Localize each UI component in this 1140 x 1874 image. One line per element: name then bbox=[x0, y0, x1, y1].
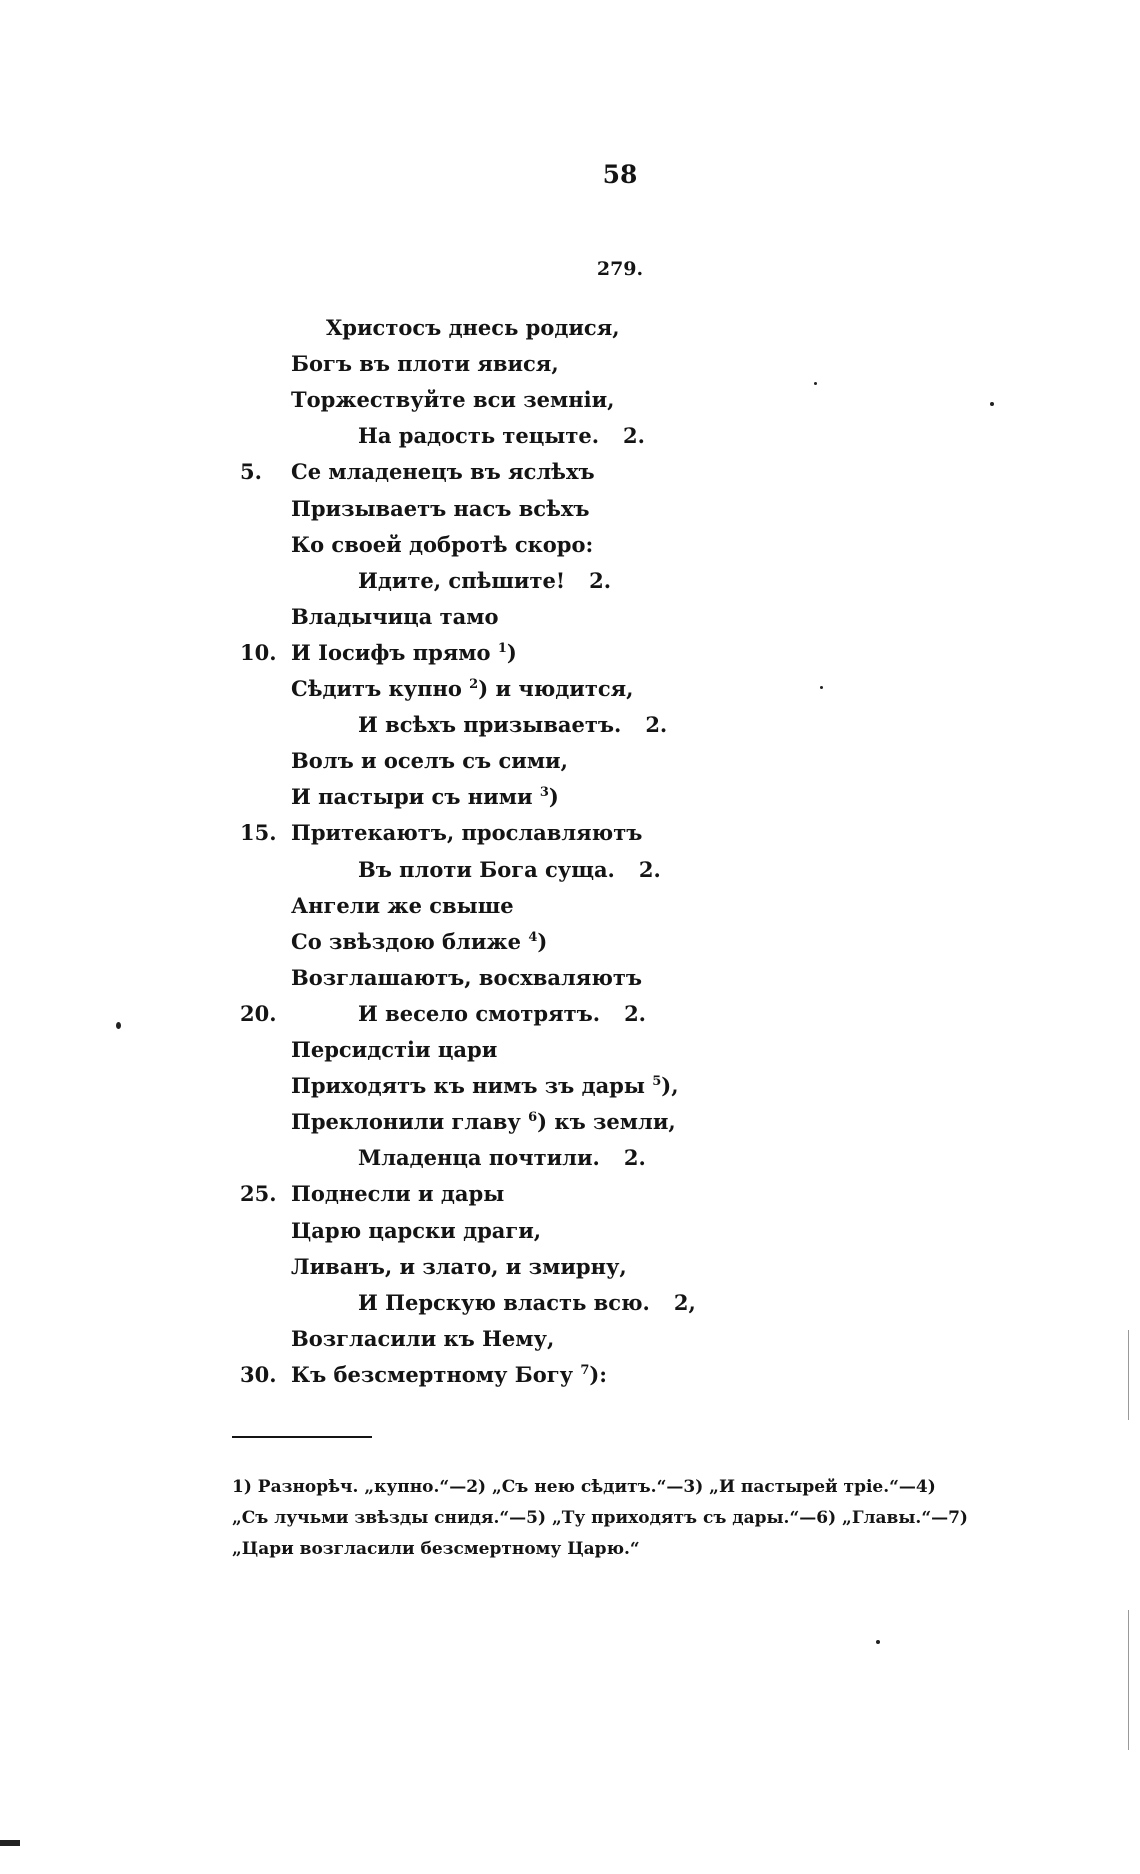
refrain-mark: 2. bbox=[638, 856, 661, 882]
line-text bbox=[291, 888, 514, 924]
line-words: Возгласили къ Нему, bbox=[291, 1325, 555, 1351]
scan-edge-mark bbox=[0, 1840, 20, 1846]
line-text bbox=[291, 1032, 497, 1068]
refrain-mark: 2. bbox=[623, 423, 645, 449]
verse-line bbox=[0, 418, 1140, 454]
line-words: Христосъ днесь родися, bbox=[326, 315, 620, 340]
footnotes bbox=[232, 1472, 1012, 1565]
line-words: Ко своей добротѣ скоро: bbox=[291, 531, 594, 557]
line-text bbox=[291, 454, 595, 490]
verse-line bbox=[0, 852, 1140, 888]
line-words: Сѣдитъ купно bbox=[291, 676, 462, 701]
verse-line bbox=[0, 310, 1140, 346]
line-words: Персидстіи цари bbox=[291, 1037, 498, 1062]
verse-line bbox=[0, 1104, 1140, 1140]
verse-line bbox=[0, 563, 1140, 599]
line-text bbox=[291, 924, 547, 960]
line-number: 10. bbox=[240, 639, 277, 665]
line-text bbox=[291, 527, 593, 563]
line-tail: ) bbox=[548, 784, 559, 810]
line-number: 15. bbox=[240, 820, 277, 846]
line-words: На радость тецыте. bbox=[358, 423, 600, 449]
scan-speck bbox=[814, 382, 817, 385]
refrain-mark: 2. bbox=[623, 1145, 646, 1171]
line-words: Приходятъ къ нимъ зъ дары bbox=[291, 1073, 645, 1099]
line-tail: ) bbox=[506, 639, 517, 665]
line-words: Торжествуйте вси земніи, bbox=[291, 387, 615, 413]
line-text bbox=[291, 346, 559, 382]
line-words: Со звѣздою ближе bbox=[291, 928, 521, 954]
line-tail: ) и чюдится, bbox=[478, 676, 634, 701]
scan-speck bbox=[876, 1640, 880, 1644]
footnote-marker: 4 bbox=[528, 929, 538, 945]
verse-line bbox=[0, 1321, 1140, 1357]
scan-speck bbox=[990, 402, 994, 406]
line-words: Младенца почтили. bbox=[358, 1145, 600, 1171]
line-tail: ): bbox=[589, 1361, 608, 1387]
line-text bbox=[291, 1104, 676, 1140]
line-words: И Перскую власть всю. bbox=[358, 1289, 650, 1315]
line-words: Се младенецъ въ яслѣхъ bbox=[291, 459, 595, 485]
verse-line bbox=[0, 1357, 1140, 1393]
line-tail: ) къ земли, bbox=[537, 1109, 676, 1135]
line-text bbox=[291, 779, 559, 815]
footnote-divider bbox=[232, 1436, 372, 1438]
line-text bbox=[326, 310, 620, 346]
line-number: 25. bbox=[240, 1181, 277, 1207]
footnote-marker: 1 bbox=[497, 640, 507, 656]
line-words: Ангели же свыше bbox=[291, 892, 514, 918]
line-text bbox=[358, 1140, 646, 1176]
line-text bbox=[358, 1285, 696, 1321]
verse-line bbox=[0, 599, 1140, 635]
line-text bbox=[358, 563, 611, 599]
line-words: Богъ въ плоти явися, bbox=[291, 351, 559, 377]
verse-line bbox=[0, 1249, 1140, 1285]
line-words: Идите, спѣшите! bbox=[358, 567, 566, 593]
line-text bbox=[291, 382, 614, 418]
footnote-line: 1) Разнорѣч. „купно.“—2) „Съ нею сѣдитъ.“—3) „И пастырей тріе.“—4) bbox=[232, 1477, 936, 1497]
scan-edge-line bbox=[1128, 1610, 1129, 1750]
verse-line bbox=[0, 671, 1140, 707]
line-words: Преклонили главу bbox=[291, 1109, 521, 1135]
verse-line bbox=[0, 707, 1140, 743]
refrain-mark: 2, bbox=[673, 1289, 696, 1315]
verse-line bbox=[0, 815, 1140, 851]
verse-line bbox=[0, 779, 1140, 815]
line-text bbox=[291, 960, 642, 996]
refrain-mark: 2. bbox=[589, 567, 612, 593]
line-text bbox=[291, 635, 517, 671]
verse-line bbox=[0, 491, 1140, 527]
refrain-mark: 2. bbox=[645, 712, 668, 738]
line-words: Владычица тамо bbox=[291, 603, 499, 629]
line-words: Къ безсмертному Богу bbox=[291, 1361, 574, 1387]
line-number: 20. bbox=[240, 1000, 277, 1026]
footnote-line: „Цари возгласили безсмертному Царю.“ bbox=[232, 1539, 640, 1559]
line-text bbox=[291, 1213, 541, 1249]
line-text bbox=[291, 1321, 554, 1357]
line-words: Возглашаютъ, восхваляютъ bbox=[291, 964, 642, 990]
verse-line bbox=[0, 382, 1140, 418]
verse-line bbox=[0, 1213, 1140, 1249]
verse-line bbox=[0, 924, 1140, 960]
footnote-marker: 7 bbox=[580, 1362, 590, 1378]
line-text bbox=[291, 599, 498, 635]
line-words: И всѣхъ призываетъ. bbox=[358, 712, 622, 738]
line-words: Волъ и оселъ съ сими, bbox=[291, 748, 568, 774]
verse-line bbox=[0, 743, 1140, 779]
refrain-mark: 2. bbox=[624, 1000, 646, 1026]
verse-line bbox=[0, 1176, 1140, 1212]
line-text bbox=[291, 1068, 679, 1104]
line-text bbox=[358, 852, 661, 888]
verse-line bbox=[0, 1140, 1140, 1176]
line-text bbox=[291, 1176, 504, 1212]
verse-line bbox=[0, 1068, 1140, 1104]
footnote-line: „Съ лучьми звѣзды снидя.“—5) „Ту приходятъ съ дары.“—6) „Главы.“—7) bbox=[232, 1508, 968, 1528]
line-words: И весело смотрятъ. bbox=[358, 1000, 601, 1026]
footnote-marker: 5 bbox=[652, 1074, 662, 1090]
footnote-marker: 6 bbox=[528, 1110, 538, 1126]
line-words: Поднесли и дары bbox=[291, 1181, 505, 1207]
verse-line bbox=[0, 1032, 1140, 1068]
verse-line bbox=[0, 996, 1140, 1032]
line-words: И Іосифъ прямо bbox=[291, 639, 491, 665]
line-number: 30. bbox=[240, 1361, 277, 1387]
line-tail: ) bbox=[537, 928, 548, 954]
verse-line bbox=[0, 888, 1140, 924]
line-words: Ливанъ, и злато, и змирну, bbox=[291, 1253, 627, 1279]
line-text bbox=[358, 996, 646, 1032]
footnote-marker: 2 bbox=[469, 677, 479, 692]
line-text bbox=[358, 418, 645, 454]
line-words: Въ плоти Бога суща. bbox=[358, 856, 615, 882]
scan-edge-line bbox=[1128, 1330, 1129, 1420]
verse-line bbox=[0, 454, 1140, 490]
line-tail: ), bbox=[661, 1073, 679, 1099]
line-words: И пастыри съ ними bbox=[291, 784, 533, 810]
line-words: Притекаютъ, прославляютъ bbox=[291, 820, 643, 846]
line-words: Царю царски драги, bbox=[291, 1217, 542, 1243]
verse-line bbox=[0, 960, 1140, 996]
line-text bbox=[291, 743, 568, 779]
line-text bbox=[291, 815, 642, 851]
scan-speck bbox=[116, 1022, 121, 1029]
song-number: 279. bbox=[596, 258, 644, 280]
verse-line bbox=[0, 527, 1140, 563]
footnote-marker: 3 bbox=[539, 785, 549, 801]
line-number: 5. bbox=[240, 459, 262, 485]
page-number: 58 bbox=[602, 160, 638, 189]
verse-line bbox=[0, 346, 1140, 382]
line-text bbox=[291, 491, 590, 527]
line-text bbox=[291, 1249, 627, 1285]
verse-line bbox=[0, 635, 1140, 671]
line-text bbox=[358, 707, 667, 743]
verse-line bbox=[0, 1285, 1140, 1321]
line-text bbox=[291, 671, 633, 707]
scan-speck bbox=[820, 686, 823, 689]
line-words: Призываетъ насъ всѣхъ bbox=[291, 495, 590, 521]
line-text bbox=[291, 1357, 607, 1393]
